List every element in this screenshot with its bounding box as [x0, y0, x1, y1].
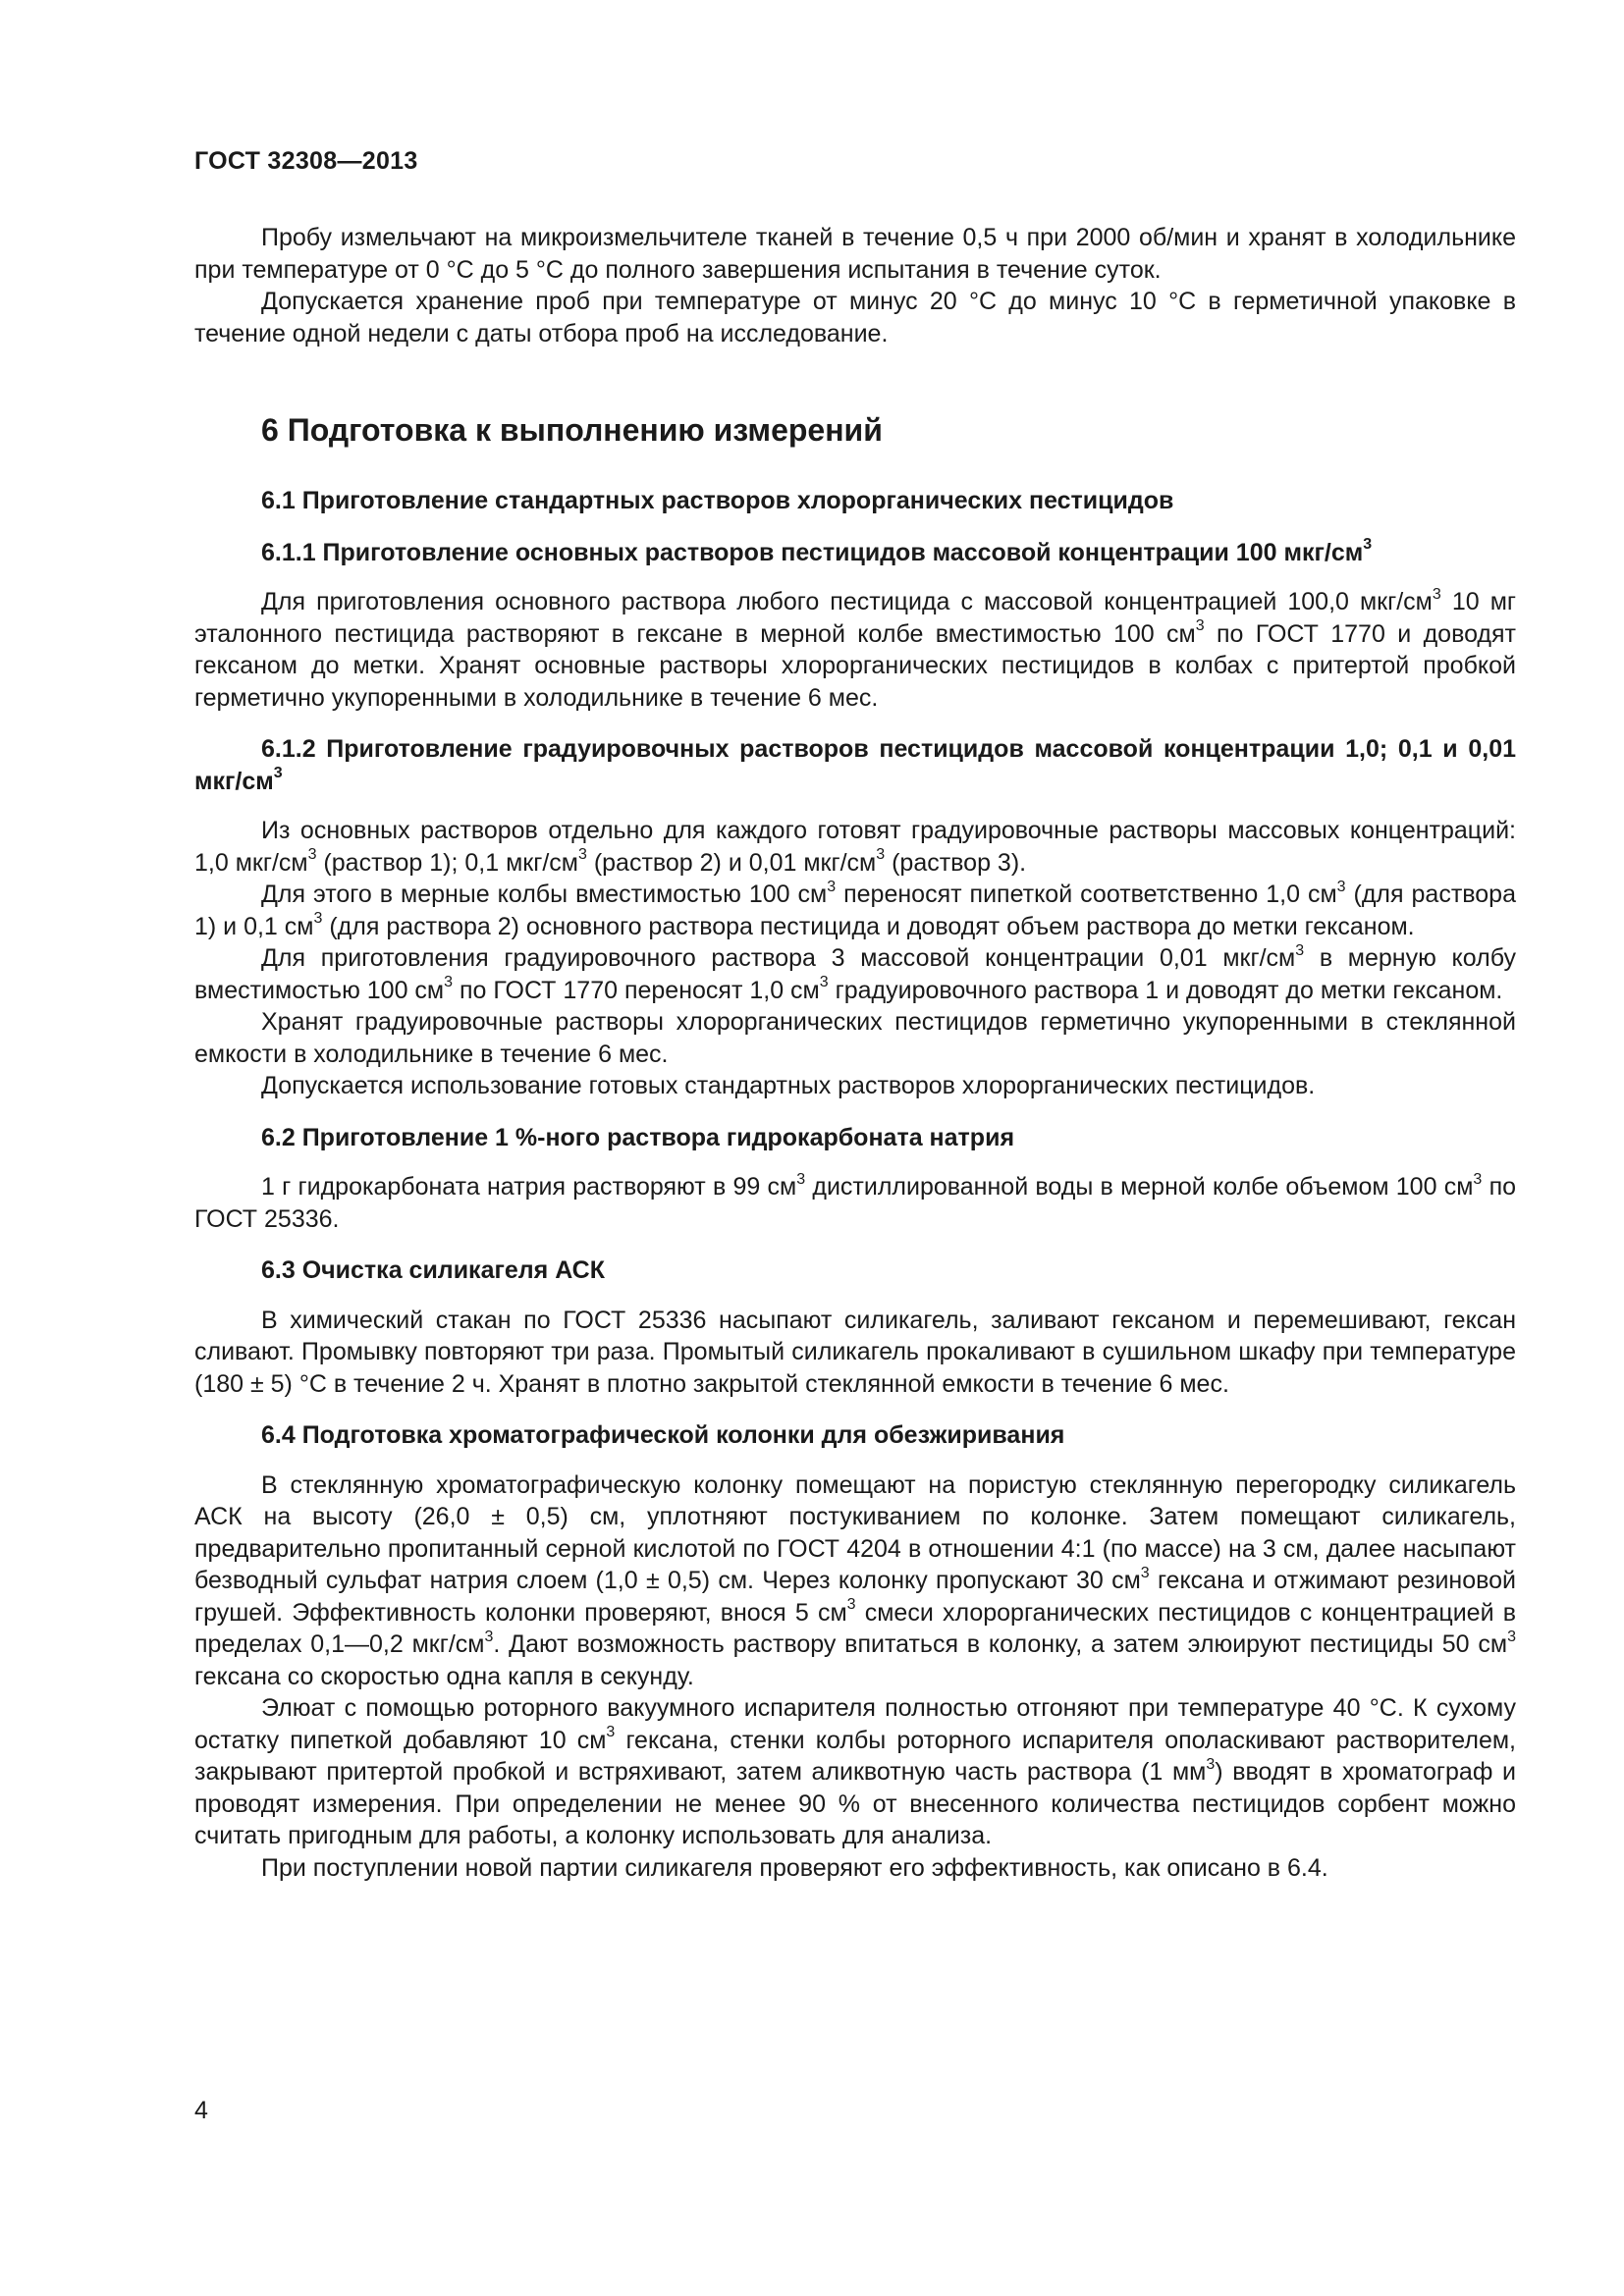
paragraph: Допускается хранение проб при температуре от минус 20 °С до минус 10 °С в герметичной упаковке в течение одной недели с даты отбора проб на исследование.: [194, 288, 1516, 347]
subsection-heading: 6.3 Очистка силикагеля АСК: [261, 1256, 605, 1284]
subsection-heading: 6.1.1 Приготовление основных растворов пестицидов массовой концентрации 100 мкг/$см^3$: [261, 536, 1373, 566]
paragraph: Пробу измельчают на микроизмельчителе тканей в течение 0,5 ч при 2000 об/мин и хранят в холодильнике при температуре от 0 °С до 5 °С до полного завершения испытания в течение суток.: [194, 224, 1516, 284]
document-body: [194, 222, 1516, 1884]
subsection-heading: 6.4 Подготовка хроматографической колонки для обезжиривания: [261, 1421, 1065, 1449]
section-heading: 6 Подготовка к выполнению измерений: [261, 412, 883, 448]
subsection-heading: 6.1 Приготовление стандартных растворов хлорорганических пестицидов: [261, 487, 1174, 514]
paragraph: В стеклянную хроматографическую колонку помещают на пористую стеклянную перегородку силикагель АСК на высоту (26,0 ± 0,5) см, уплотняют постукиванием по колонке. Затем помещают силикагель, предварительно пропитанный серной кислотой по ГОСТ 4204 в отношении 4:1 (по массе) на 3 см, далее насыпают безводный сульфат натрия слоем (1,0 ± 0,5) см. Через колонку пропускают 30 $см^3$ гексана и отжимают резиновой грушей. Эффективность колонки проверяют, внося 5 $см^3$ смеси хлорорганических пестицидов с концентрацией в пределах 0,1—0,2 мкг/$см^3$. Дают возможность раствору впитаться в колонку, а затем элюируют пестициды 50 $см^3$ гексана со скоростью одна капля в секунду.: [194, 1470, 1516, 1690]
paragraph: Допускается использование готовых стандартных растворов хлорорганических пестицидов.: [261, 1072, 1316, 1099]
document-page: [194, 0, 1516, 2296]
paragraph: При поступлении новой партии силикагеля проверяют его эффективность, как описано в 6.4.: [261, 1853, 1328, 1882]
paragraph: Для приготовления градуировочного раствора 3 массовой концентрации 0,01 мкг/$см^3$ в мерную колбу вместимостью 100 $см^3$ по ГОСТ 1770 переносят 1,0 $см^3$ градуировочного раствора 1 и доводят до метки гексаном.: [194, 941, 1516, 1004]
paragraph: Для этого в мерные колбы вместимостью 100 $см^3$ переносят пипеткой соответственно 1,0 $см^3$ (для раствора 1) и 0,1 $см^3$ (для раствора 2) основного раствора пестицида и доводят объем раствора до метки гексаном.: [194, 878, 1516, 940]
page-number: 4: [194, 2097, 208, 2124]
subsection-heading: 6.1.2 Приготовление градуировочных растворов пестицидов массовой концентрации 1,0; 0,1 и 0,01 мкг/$см^3$: [194, 735, 1516, 795]
paragraph: Для приготовления основного раствора любого пестицида с массовой концентрацией 100,0 мкг/$см^3$ 10 мг эталонного пестицида растворяют в гексане в мерной колбе вместимостью 100 $см^3$ по ГОСТ 1770 и доводят гексаном до метки. Хранят основные растворы хлорорганических пестицидов в колбах с притертой пробкой герметично укупоренными в холодильнике в течение 6 мес.: [194, 585, 1516, 712]
paragraph: Из основных растворов отдельно для каждого готовят градуировочные растворы массовых концентраций: 1,0 мкг/$см^3$ (раствор 1); 0,1 мкг/$см^3$ (раствор 2) и 0,01 мкг/$см^3$ (раствор 3).: [194, 817, 1516, 877]
document-header: ГОСТ 32308—2013: [194, 147, 418, 175]
paragraph: 1 г гидрокарбоната натрия растворяют в 99 $см^3$ дистиллированной воды в мерной колбе объемом 100 $см^3$ по ГОСТ 25336.: [194, 1170, 1517, 1233]
paragraph: Элюат с помощью роторного вакуумного испарителя полностью отгоняют при температуре 40 °С. К сухому остатку пипеткой добавляют 10 $см^3$ гексана, стенки колбы роторного испарителя ополаскивают растворителем, закрывают притертой пробкой и встряхивают, затем аликвотную часть раствора (1 $мм^3$) вводят в хроматограф и проводят измерения. При определении не менее 90 % от внесенного количества пестицидов сорбент можно считать пригодным для работы, а колонку использовать для анализа.: [194, 1694, 1516, 1849]
paragraph: Хранят градуировочные растворы хлорорганических пестицидов герметично укупоренными в стеклянной емкости в холодильнике в течение 6 мес.: [194, 1008, 1516, 1068]
subsection-heading: 6.2 Приготовление 1 %-ного раствора гидрокарбоната натрия: [261, 1123, 1015, 1151]
paragraph: В химический стакан по ГОСТ 25336 насыпают силикагель, заливают гексаном и перемешивают, гексан сливают. Промывку повторяют три раза. Промытый силикагель прокаливают в сушильном шкафу при температуре (180 ± 5) °С в течение 2 ч. Хранят в плотно закрытой стеклянной емкости в течение 6 мес.: [194, 1306, 1516, 1398]
